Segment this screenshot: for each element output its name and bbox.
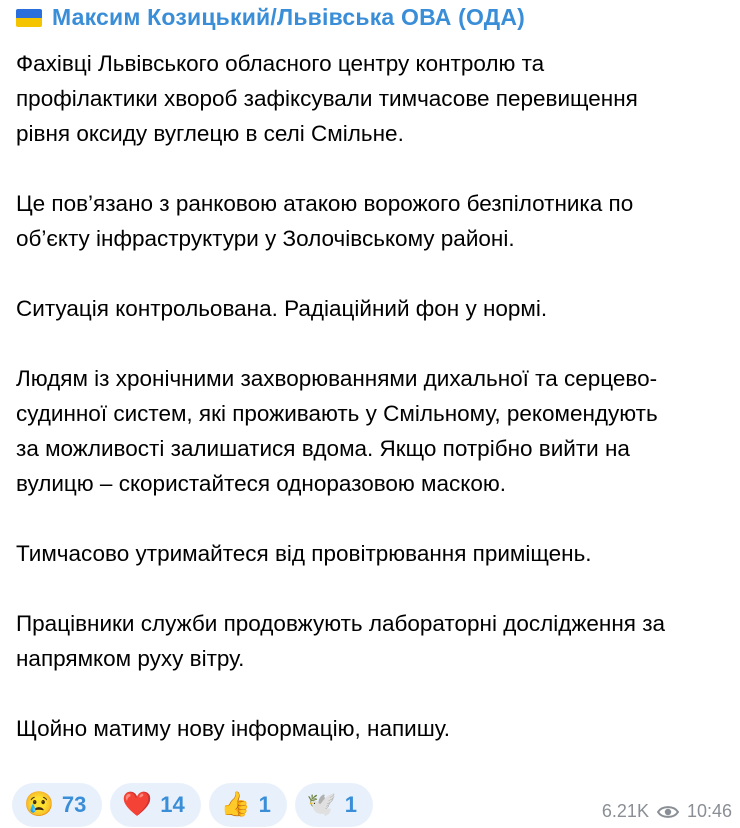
post-paragraph: Тимчасово утримайтеся від провітрювання приміщень. bbox=[16, 541, 592, 566]
thumbs-up-icon: 👍 bbox=[220, 791, 251, 818]
reaction-count: 1 bbox=[258, 792, 271, 817]
reaction-crying[interactable] bbox=[12, 783, 102, 827]
post-meta bbox=[602, 801, 732, 822]
post-header bbox=[16, 4, 525, 31]
red-heart-icon: ❤️ bbox=[122, 791, 153, 818]
post-time: 10:46 bbox=[686, 801, 732, 821]
post-paragraph: Це пов’язано з ранковою атакою ворожого безпілотника по об’єкту інфраструктури у Золочівському районі. bbox=[16, 191, 634, 251]
eye-icon bbox=[657, 805, 679, 819]
reaction-count: 1 bbox=[344, 792, 358, 817]
post-paragraph: Фахівці Львівського обласного центру контролю та профілактики хвороб зафіксували тимчасове перевищення рівня оксиду вуглецю в селі Смільне. bbox=[16, 51, 638, 146]
post-paragraph: Працівники служби продовжують лабораторні дослідження за напрямком руху вітру. bbox=[16, 611, 666, 671]
reactions-bar bbox=[12, 783, 373, 827]
post-paragraph: Ситуація контрольована. Радіаційний фон у нормі. bbox=[16, 296, 548, 321]
post-paragraph: Щойно матиму нову інформацію, напишу. bbox=[16, 716, 451, 741]
view-count: 6.21K bbox=[601, 801, 649, 821]
reaction-dove[interactable] bbox=[295, 783, 373, 827]
channel-name[interactable]: Максим Козицький/Львівська ОВА (ОДА) bbox=[52, 4, 526, 30]
reaction-thumbs-up[interactable] bbox=[209, 783, 287, 827]
ukraine-flag-icon bbox=[16, 9, 42, 27]
post-text bbox=[16, 46, 731, 746]
reaction-count: 73 bbox=[61, 792, 87, 817]
post-paragraph: Людям із хронічними захворюваннями дихальної та серцево- судинної систем, які проживають у Смільному, рекомендують за можливості залишатися вдома. Якщо потрібно вийти на вулицю – скористайтеся одноразовою маскою. bbox=[16, 366, 658, 496]
reaction-count: 14 bbox=[160, 792, 185, 817]
crying-face-icon: 😢 bbox=[24, 791, 54, 818]
reaction-heart[interactable] bbox=[110, 783, 200, 827]
dove-icon: 🕊️ bbox=[306, 791, 337, 818]
